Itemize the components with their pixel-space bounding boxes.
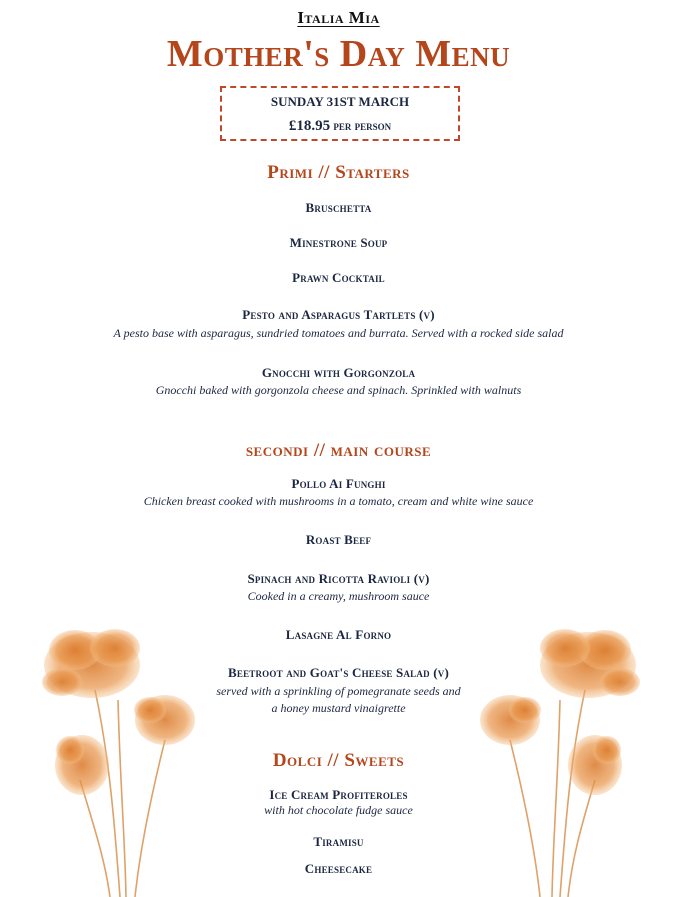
price-suffix: per person [333, 118, 392, 133]
dish-name: Prawn Cocktail [292, 270, 385, 285]
dish-name: Spinach and Ricotta Ravioli (v) [247, 571, 430, 586]
section-heading-mains: secondi // main course [245, 440, 432, 461]
dish-name: Beetroot and Goat's Cheese Salad (v) [228, 665, 449, 680]
dish-name: Lasagne Al Forno [285, 627, 392, 642]
dish-description: a honey mustard vinaigrette [271, 701, 406, 715]
dish-name: Ice Cream Profiteroles [269, 787, 408, 802]
dish-name: Roast Beef [305, 532, 372, 547]
price [222, 118, 458, 135]
dish-description: Cooked in a creamy, mushroom sauce [247, 589, 430, 603]
restaurant-name: Italia Mia [297, 8, 380, 27]
section-heading-starters: Primi // Starters [267, 162, 410, 183]
dish-description: with hot chocolate fudge sauce [264, 803, 413, 817]
date-price-box [220, 86, 460, 141]
menu-title: Mother's Day Menu [166, 33, 511, 75]
dish-name: Pollo Ai Funghi [291, 476, 386, 491]
section-heading-sweets: Dolci // Sweets [272, 750, 405, 771]
dish-description: A pesto base with asparagus, sundried tomatoes and burrata. Served with a rocked side salad [113, 326, 564, 340]
dish-name: Tiramisu [313, 834, 364, 849]
dish-description: served with a sprinkling of pomegranate seeds and [216, 684, 461, 698]
dish-name: Pesto and Asparagus Tartlets (v) [242, 307, 435, 322]
dish-description: Gnocchi baked with gorgonzola cheese and spinach. Sprinkled with walnuts [155, 383, 522, 397]
event-date: SUNDAY 31ST MARCH [270, 94, 410, 109]
dish-name: Minestrone Soup [289, 235, 388, 250]
dish-name: Gnocchi with Gorgonzola [261, 365, 416, 380]
dish-name: Cheesecake [304, 861, 373, 876]
dish-description: Chicken breast cooked with mushrooms in a tomato, cream and white wine sauce [143, 494, 534, 508]
dish-name: Bruschetta [305, 200, 372, 215]
price-amount: £18.95 [288, 118, 331, 134]
